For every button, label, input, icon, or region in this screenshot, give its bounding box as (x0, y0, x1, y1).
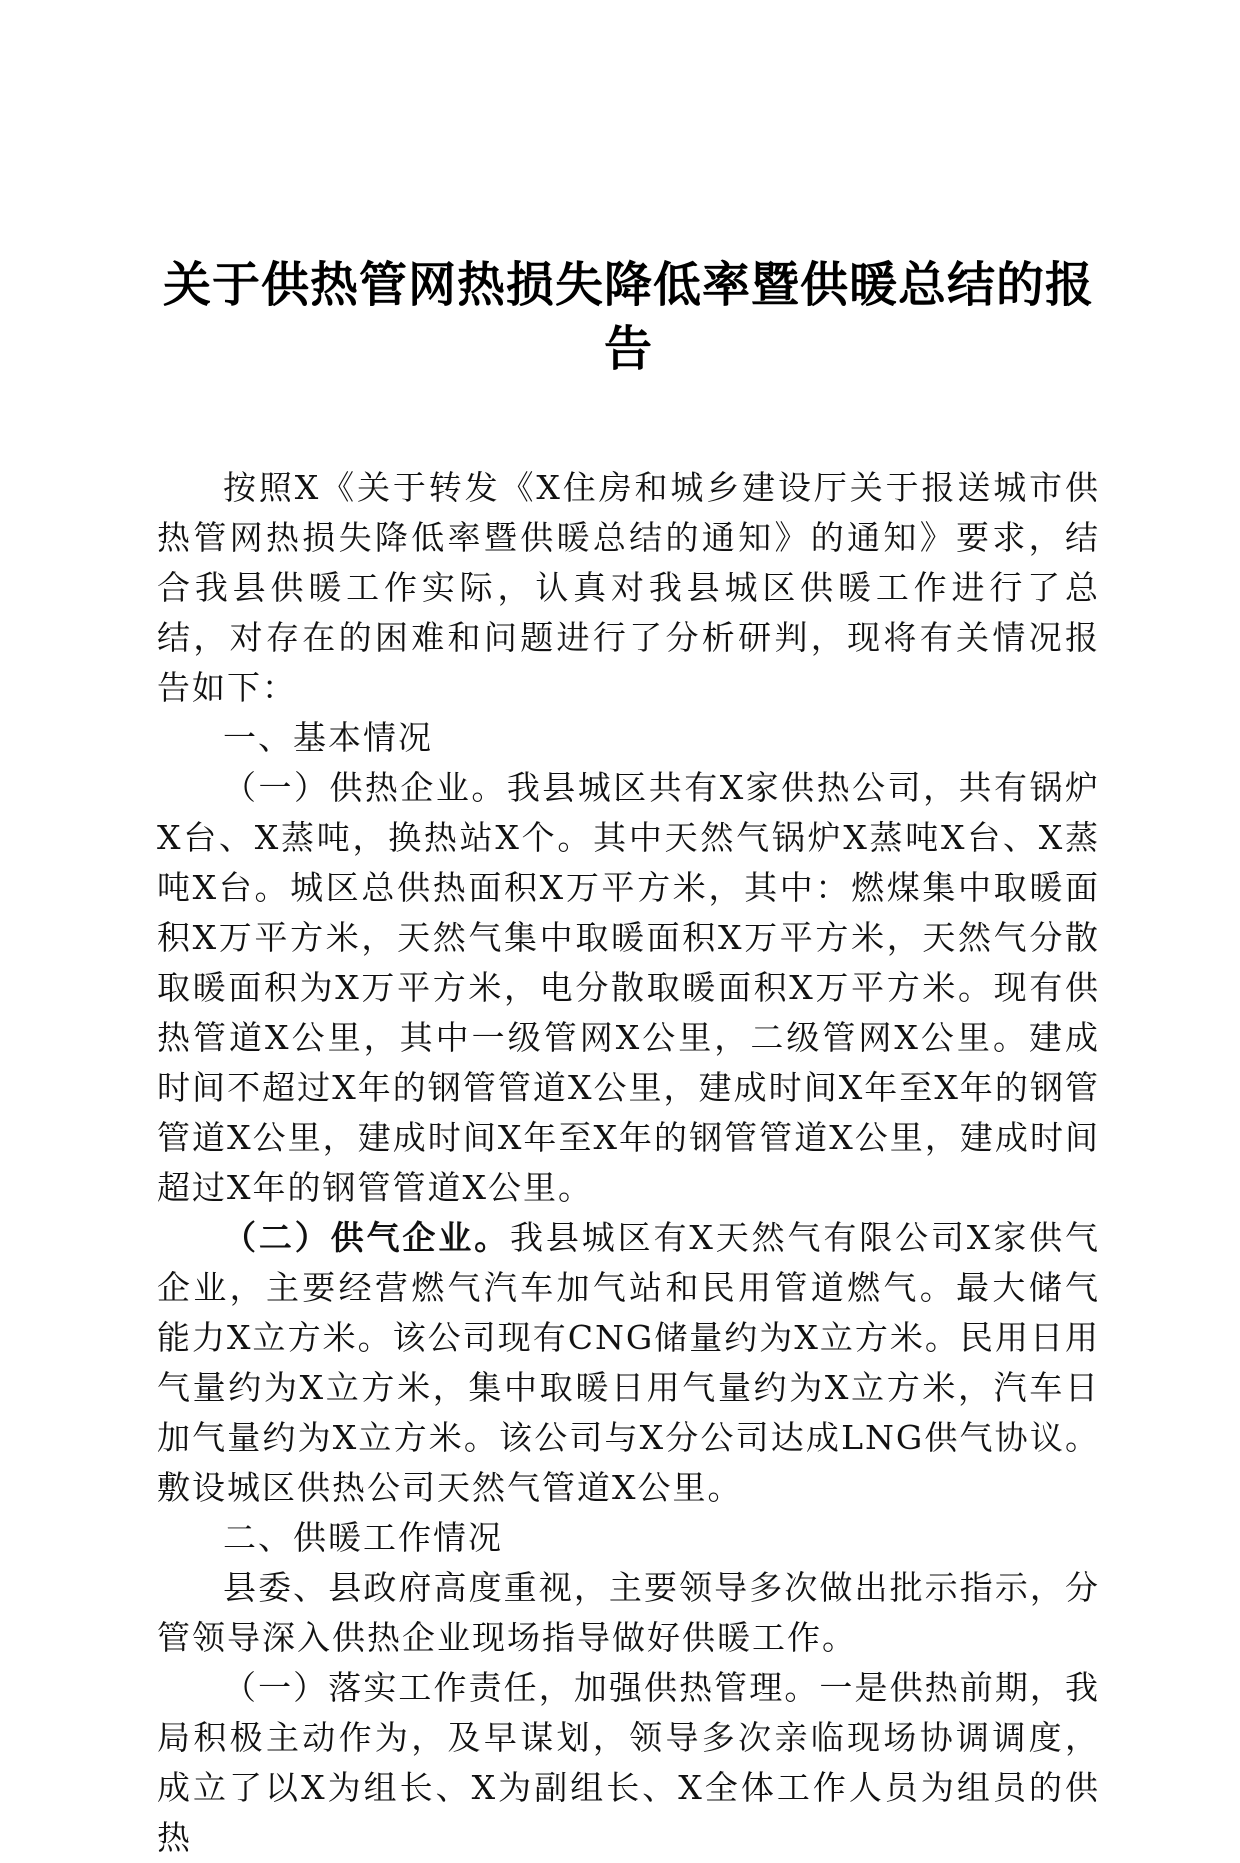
paragraph-heating-enterprises: （一）供热企业。我县城区共有X家供热公司，共有锅炉X台、X蒸吨，换热站X个。其中天然气锅炉X蒸吨X台、X蒸吨X台。城区总供热面积X万平方米，其中：燃煤集中取暖面积X万平方米，天然气集中取暖面积X万平方米，天然气分散取暖面积为X万平方米，电分散取暖面积X万平方米。现有供热管道X公里，其中一级管网X公里，二级管网X公里。建成时间不超过X年的钢管管道X公里，建成时间X年至X年的钢管管道X公里，建成时间X年至X年的钢管管道X公里，建成时间超过X年的钢管管道X公里。 (157, 768, 1100, 1207)
paragraph-leadership: 县委、县政府高度重视，主要领导多次做出批示指示，分管领导深入供热企业现场指导做好供暖工作。 (157, 1568, 1100, 1657)
subheading-gas-enterprises: （二）供气企业。 (223, 1218, 510, 1257)
section-heading-basic: 一、基本情况 (223, 718, 433, 757)
intro-paragraph: 按照X《关于转发《X住房和城乡建设厅关于报送城市供热管网热损失降低率暨供暖总结的通知》的通知》要求，结合我县供暖工作实际，认真对我县城区供暖工作进行了总结，对存在的困难和问题进行了分析研判，现将有关情况报告如下： (157, 468, 1100, 707)
gas-enterprises-body: 我县城区有X天然气有限公司X家供气企业，主要经营燃气汽车加气站和民用管道燃气。最大储气能力X立方米。该公司现有CNG储量约为X立方米。民用日用气量约为X立方米，集中取暖日用气量约为X立方米，汽车日加气量约为X立方米。该公司与X分公司达成LNG供气协议。敷设城区供热公司天然气管道X公里。 (157, 1218, 1100, 1507)
paragraph-gas-enterprises (157, 1213, 1100, 1513)
paragraph-responsibility: （一）落实工作责任，加强供热管理。一是供热前期，我局积极主动作为，及早谋划，领导多次亲临现场协调调度，成立了以X为组长、X为副组长、X全体工作人员为组员的供热 (157, 1668, 1100, 1857)
document-title: 关于供热管网热损失降低率暨供暖总结的报告 (162, 257, 1094, 377)
section-heading-heating-work: 二、供暖工作情况 (223, 1518, 503, 1557)
